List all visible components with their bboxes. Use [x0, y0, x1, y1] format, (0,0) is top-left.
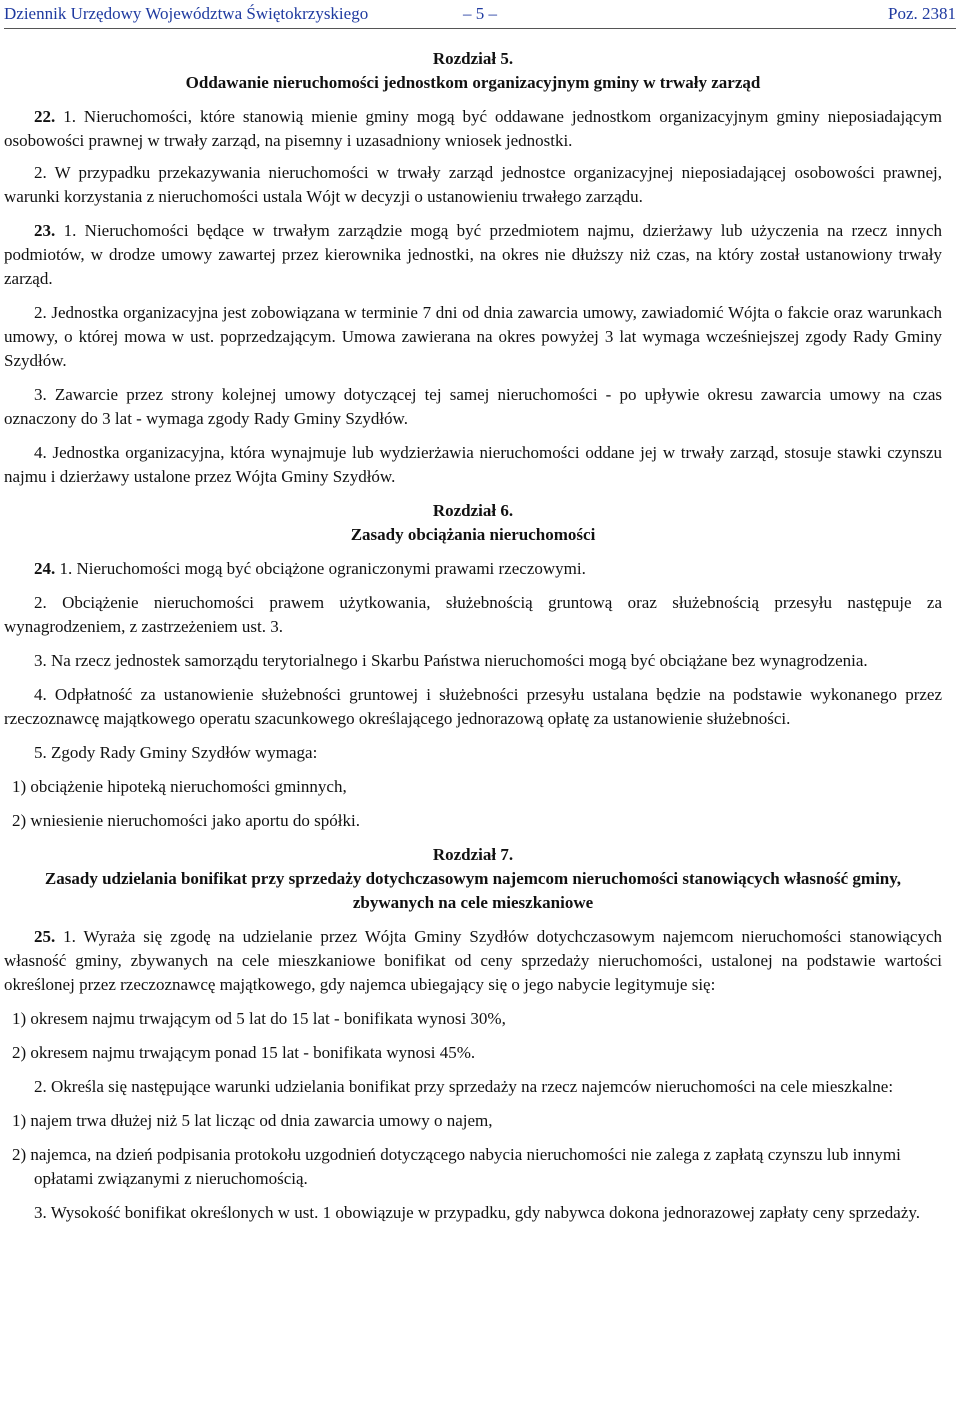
document-body — [4, 47, 942, 1235]
paragraph-23-4: 4. Jednostka organizacyjna, która wynajmuje lub wydzierżawia nieruchomości oddane jej w trwały zarząd, stosuje stawki czynszu najmu i dzierżawy ustalone przez Wójta Gminy Szydłów. — [4, 443, 942, 486]
chapter-7-title: Zasady udzielania bonifikat przy sprzedaży dotychczasowym najemcom nieruchomości stanowiących własność gminy, zbywanych na cele mieszkaniowe — [44, 869, 902, 912]
list-item: 2) wniesienie nieruchomości jako aportu do spółki. — [12, 811, 360, 830]
paragraph-text: 1. Nieruchomości będące w trwałym zarządzie mogą być przedmiotem najmu, dzierżawy lub użyczenia na rzecz innych podmiotów, w drodze umowy zawartej przez kierownika jednostki, na okres nie dłuższy niż czas, na który został ustanowiony trwały zarząd. — [4, 221, 942, 288]
list-item: 1) najem trwa dłużej niż 5 lat licząc od dnia zawarcia umowy o najem, — [12, 1111, 493, 1130]
paragraph-text: 1. Wyraża się zgodę na udzielanie przez Wójta Gminy Szydłów dotychczasowym najemcom nieruchomości stanowiących własność gminy, zbywanych na cele mieszkaniowe bonifikat od ceny sprzedaży nieruchomości, ustalonej na podstawie wartości określonej przez rzeczoznawcę majątkowego, gdy najemca ubiegający się o jego nabycie legitymuje się: — [4, 927, 942, 994]
paragraph-24-2: 2. Obciążenie nieruchomości prawem użytkowania, służebnością gruntową oraz służebnością przesyłu następuje za wynagrodzeniem, z zastrzeżeniem ust. 3. — [4, 593, 942, 636]
list-item: 2) najemca, na dzień podpisania protokołu uzgodnień dotyczącego nabycia nieruchomości nie zalega z zapłatą czynszu lub innymi opłatami związanymi z nieruchomością. — [12, 1145, 901, 1188]
paragraph-25-2: 2. Określa się następujące warunki udzielania bonifikat przy sprzedaży na rzecz najemców nieruchomości na cele mieszkalne: — [34, 1077, 894, 1096]
paragraph-23-1 — [4, 219, 942, 291]
section-number: 25. — [34, 927, 56, 946]
paragraph-25-1 — [4, 925, 942, 997]
position-number: Poz. 2381 — [888, 4, 956, 23]
chapter-6-title: Zasady obciążania nieruchomości — [350, 525, 596, 544]
paragraph-24-4: 4. Odpłatność za ustanowienie służebności gruntowej i służebności przesyłu ustalana będzie na podstawie wykonanego przez rzeczoznawcę majątkowego operatu szacunkowego określającego jednorazową opłatę za ustanowienie służebności. — [4, 685, 942, 728]
paragraph-23-2: 2. Jednostka organizacyjna jest zobowiązana w terminie 7 dni od dnia zawarcia umowy, zawiadomić Wójta o fakcie oraz warunkach umowy, o której mowa w ust. poprzedzającym. Umowa zawierana na okres powyżej 3 lat wymaga wcześniejszej zgody Rady Gminy Szydłów. — [4, 303, 942, 370]
paragraph-24-1 — [4, 557, 942, 581]
page-header — [4, 2, 956, 26]
list-item: 1) obciążenie hipoteką nieruchomości gminnych, — [12, 777, 347, 796]
section-number: 24. — [34, 559, 56, 578]
paragraph-text: 1. Nieruchomości, które stanowią mienie gminy mogą być oddawane jednostkom organizacyjnym gminy nieposiadającym osobowości prawnej w trwały zarząd, na pisemny i uzasadniony wniosek jednostki. — [4, 107, 942, 150]
paragraph-22-2: 2. W przypadku przekazywania nieruchomości w trwały zarząd jednostce organizacyjnej nieposiadającej osobowości prawnej, warunki korzystania z nieruchomości ustala Wójt w decyzji o ustanowieniu trwałego zarządu. — [4, 163, 942, 206]
chapter-7-number: Rozdział 7. — [432, 845, 514, 864]
chapter-5-number: Rozdział 5. — [432, 49, 514, 68]
page-number: – 5 – — [463, 4, 497, 23]
section-number: 22. — [34, 107, 56, 126]
list-item: 1) okresem najmu trwającym od 5 lat do 15 lat - bonifikata wynosi 30%, — [12, 1009, 506, 1028]
chapter-5-title: Oddawanie nieruchomości jednostkom organizacyjnym gminy w trwały zarząd — [185, 73, 761, 92]
section-number: 23. — [34, 221, 56, 240]
paragraph-24-5: 5. Zgody Rady Gminy Szydłów wymaga: — [34, 743, 318, 762]
paragraph-text: 1. Nieruchomości mogą być obciążone ograniczonymi prawami rzeczowymi. — [55, 559, 586, 578]
paragraph-25-3: 3. Wysokość bonifikat określonych w ust. 1 obowiązuje w przypadku, gdy nabywca dokona jednorazowej zapłaty ceny sprzedaży. — [34, 1203, 921, 1222]
paragraph-23-3: 3. Zawarcie przez strony kolejnej umowy dotyczącej tej samej nieruchomości - po upływie okresu zawarcia umowy na czas oznaczony do 3 lat - wymaga zgody Rady Gminy Szydłów. — [4, 385, 942, 428]
paragraph-22-1 — [4, 105, 942, 153]
chapter-6-number: Rozdział 6. — [432, 501, 514, 520]
list-item: 2) okresem najmu trwającym ponad 15 lat - bonifikata wynosi 45%. — [12, 1043, 476, 1062]
journal-name: Dziennik Urzędowy Województwa Świętokrzyskiego — [4, 4, 369, 23]
paragraph-24-3: 3. Na rzecz jednostek samorządu terytorialnego i Skarbu Państwa nieruchomości mogą być obciążane bez wynagrodzenia. — [34, 651, 868, 670]
header-divider — [4, 28, 956, 29]
